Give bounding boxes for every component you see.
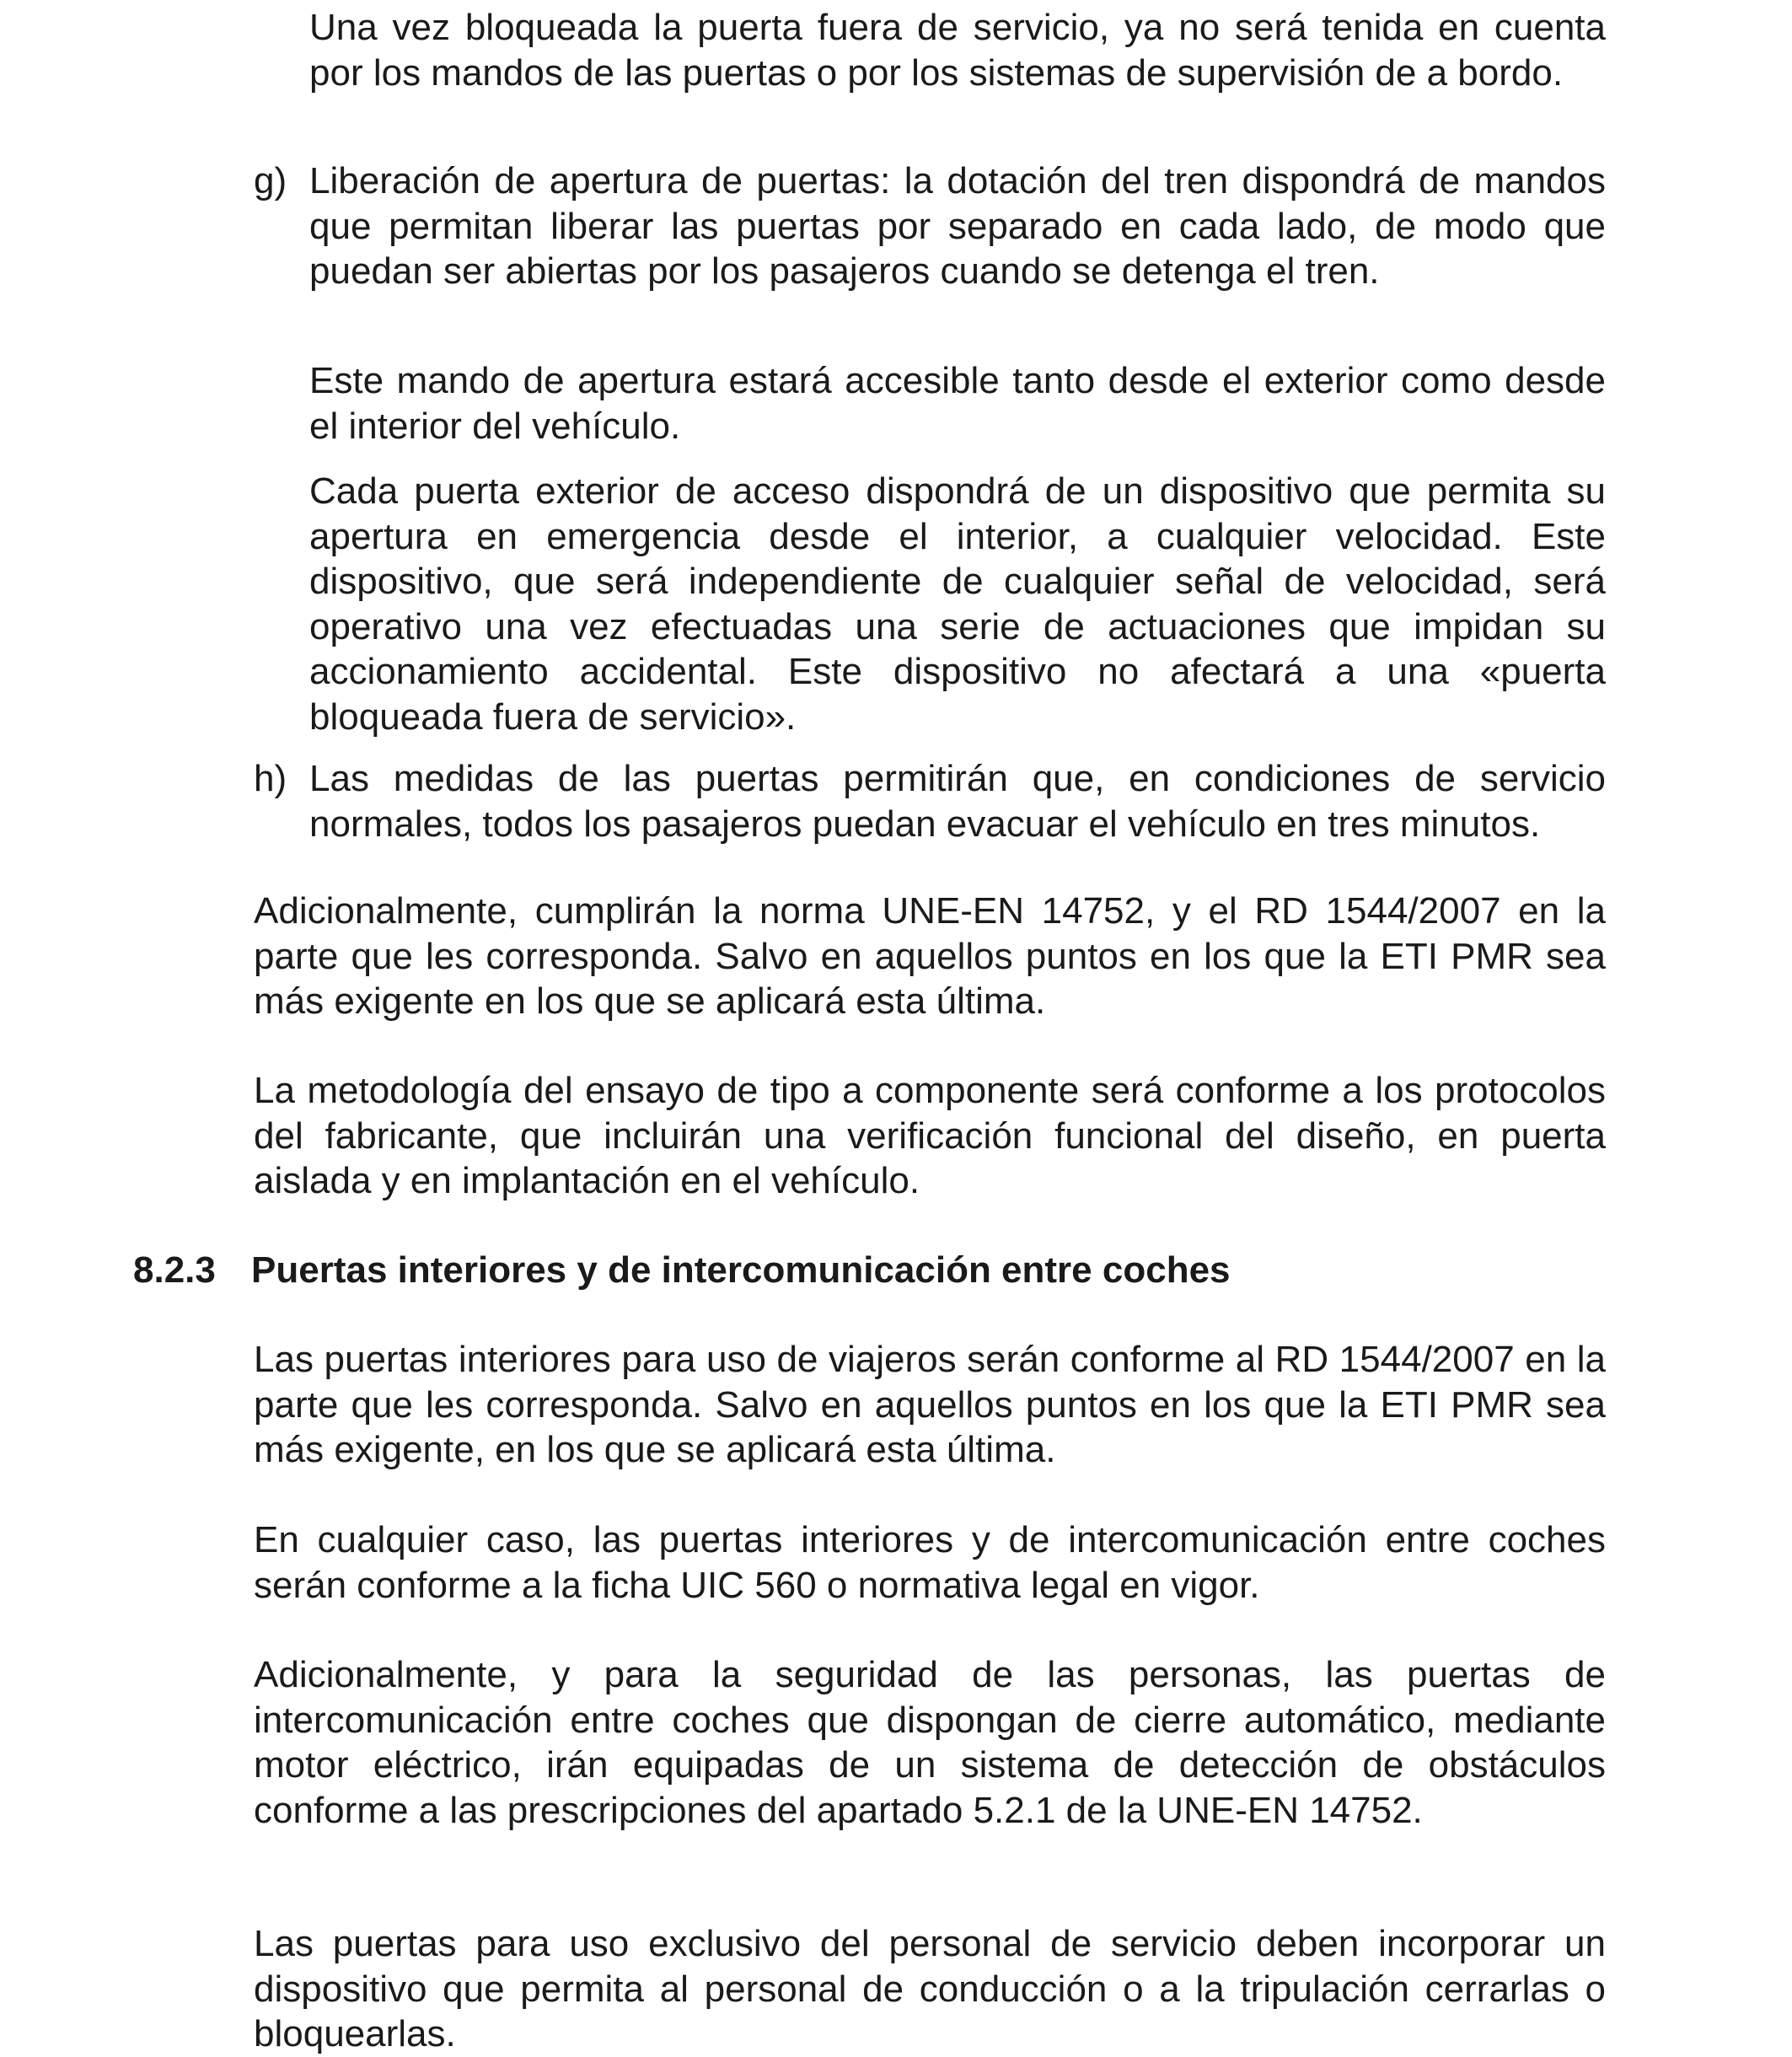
section-title: Puertas interiores y de intercomunicación entre coches [251,1249,1231,1291]
paragraph-apertura-emergencia: Cada puerta exterior de acceso dispondrá de un dispositivo que permita su apertura en emergencia desde el interior, a cualquier velocidad. Este dispositivo, que será independiente de cualquier señal de velocidad, será operativo una vez efectuadas una serie de actuaciones que impidan su accionamiento accidental. Este dispositivo no afectará a una «puerta bloqueada fuera de servicio». [309,470,1606,738]
paragraph-puerta-bloqueada: Una vez bloqueada la puerta fuera de servicio, ya no será tenida en cuenta por los mandos de las puertas o por los sistemas de supervisión de a bordo. [309,7,1606,94]
list-item-g-text: Liberación de apertura de puertas: la dotación del tren dispondrá de mandos que permitan liberar las puertas por separado en cada lado, de modo que puedan ser abiertas por los pasajeros cuando se detenga el tren. [309,160,1606,292]
section-heading [133,1248,1231,1293]
list-item-h-text: Las medidas de las puertas permitirán que, en condiciones de servicio normales, todos los pasajeros puedan evacuar el vehículo en tres minutos. [309,758,1606,845]
paragraph-personal-servicio: Las puertas para uso exclusivo del personal de servicio deben incorporar un dispositivo que permita al personal de conducción o a la tripulación cerrarlas o bloquearlas. [254,1923,1606,2054]
section-number: 8.2.3 [133,1249,216,1291]
paragraph-cualquier-caso: En cualquier caso, las puertas interiores y de intercomunicación entre coches serán conforme a la ficha UIC 560 o normativa legal en vigor. [254,1519,1606,1606]
paragraph-metodologia-ensayo: La metodología del ensayo de tipo a componente será conforme a los protocolos del fabricante, que incluirán una verificación funcional del diseño, en puerta aislada y en implantación en el vehículo. [254,1070,1606,1201]
paragraph-puertas-interiores: Las puertas interiores para uso de viajeros serán conforme al RD 1544/2007 en la parte que les corresponda. Salvo en aquellos puntos en los que la ETI PMR sea más exigente, en los que se aplicará esta última. [254,1339,1606,1470]
paragraph-mando-apertura: Este mando de apertura estará accesible tanto desde el exterior como desde el interior del vehículo. [309,360,1606,447]
list-item-g-letter: g) [254,160,287,201]
list-item-g [254,158,1606,294]
paragraph-seguridad-personas: Adicionalmente, y para la seguridad de las personas, las puertas de intercomunicación entre coches que dispongan de cierre automático, mediante motor eléctrico, irán equipadas de un sistema de detección de obstáculos conforme a las prescripciones del apartado 5.2.1 de la UNE-EN 14752. [254,1654,1606,1831]
list-item-h-letter: h) [254,758,287,799]
list-item-h [254,756,1606,846]
paragraph-adicionalmente-une-en: Adicionalmente, cumplirán la norma UNE-EN 14752, y el RD 1544/2007 en la parte que les corresponda. Salvo en aquellos puntos en los que la ETI PMR sea más exigente en los que se aplicará esta última. [254,890,1606,1022]
